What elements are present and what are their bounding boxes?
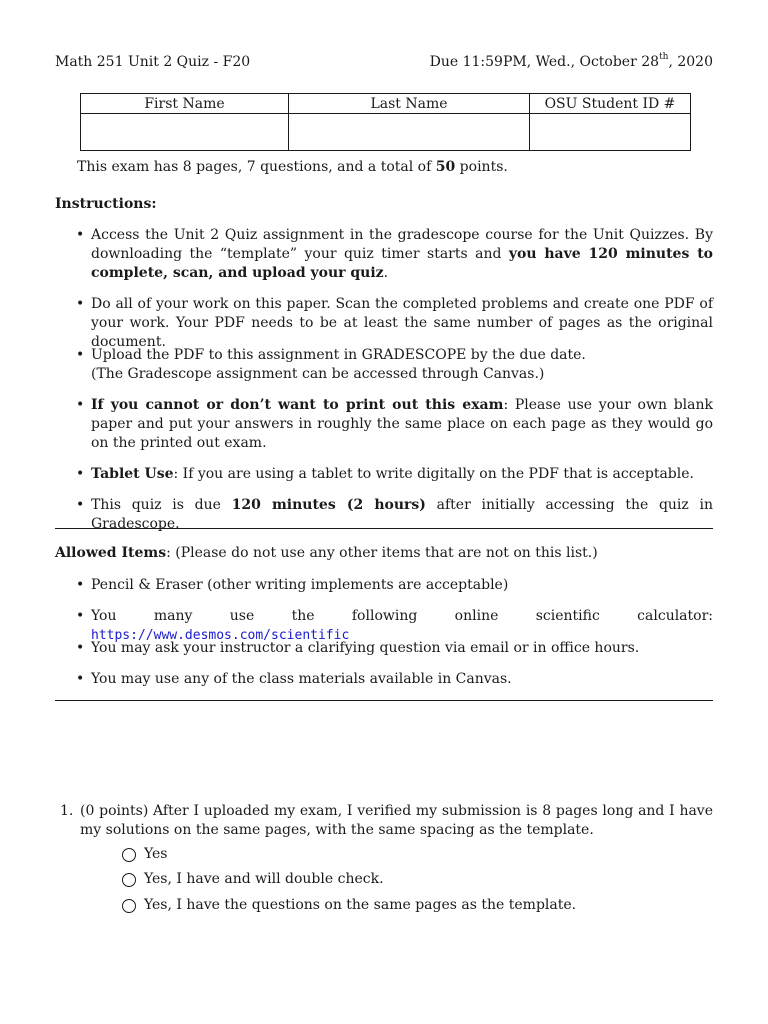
instruction-text: Upload the PDF to this assignment in GRADESCOPE by the due date. (91, 347, 586, 363)
divider (55, 528, 713, 529)
bullet-icon: • (76, 497, 85, 513)
summary-text: This exam has 8 pages, 7 questions, and a total of (77, 159, 436, 175)
instructions-heading: Instructions: (55, 196, 157, 212)
bullet-icon: • (76, 296, 85, 312)
instruction-item (76, 346, 713, 384)
due-date-year: , 2020 (668, 54, 713, 70)
option-label: Yes, I have the questions on the same pages as the template. (144, 897, 577, 913)
allowed-item-text: Pencil & Eraser (other writing implements are acceptable) (91, 577, 509, 593)
last-name-header: Last Name (289, 94, 530, 114)
allowed-items-note: : (Please do not use any other items that are not on this list.) (166, 545, 598, 561)
calculator-link[interactable]: https://www.desmos.com/scientific (91, 628, 350, 643)
instruction-bold: If you cannot or don’t want to print out this exam (91, 397, 504, 413)
bullet-icon: • (76, 608, 85, 624)
bullet-icon: • (76, 466, 85, 482)
bullet-icon: • (76, 640, 85, 656)
instruction-item (76, 226, 713, 283)
instruction-bold: you have 120 minutes to complete, scan, and upload your quiz (91, 246, 713, 281)
last-name-field[interactable] (289, 114, 530, 151)
allowed-item (76, 576, 713, 595)
allowed-item (76, 670, 713, 689)
instruction-item (76, 295, 713, 352)
instruction-item (76, 396, 713, 453)
allowed-item (76, 639, 713, 658)
student-id-header: OSU Student ID # (530, 94, 691, 114)
instruction-text: : If you are using a tablet to write digitally on the PDF that is acceptable. (173, 466, 694, 482)
due-date (430, 53, 713, 72)
due-date-superscript: th (659, 52, 669, 63)
instruction-item (76, 465, 713, 484)
question-number: 1. (60, 803, 74, 819)
question-text: (0 points) After I uploaded my exam, I verified my submission is 8 pages long and I have my solutions on the same pages, with the same spacing as the template. (80, 803, 713, 838)
first-name-header: First Name (81, 94, 289, 114)
first-name-field[interactable] (81, 114, 289, 151)
bullet-icon: • (76, 671, 85, 687)
option-double-check[interactable] (122, 870, 384, 889)
instruction-bold: 120 minutes (2 hours) (231, 497, 426, 513)
allowed-item-text: You may use any of the class materials available in Canvas. (91, 671, 512, 687)
instruction-text-end: after initially accessing the quiz in Gradescope. (91, 497, 713, 532)
instruction-text: Do all of your work on this paper. Scan the completed problems and create one PDF of your work. Your PDF needs to be at least the same number of pages as the original document. (91, 296, 713, 350)
instruction-text-note: (The Gradescope assignment can be accessed through Canvas.) (91, 366, 545, 382)
option-label: Yes, I have and will double check. (144, 871, 384, 887)
bullet-icon: • (76, 577, 85, 593)
bullet-icon: • (76, 227, 85, 243)
student-id-field[interactable] (530, 114, 691, 151)
option-same-pages[interactable] (122, 896, 576, 915)
allowed-item-text: You many use the following online scientific calculator: (91, 608, 713, 624)
instruction-text: : Please use your own blank paper and put your answers in roughly the same place on each page as they would go on the printed out exam. (91, 397, 713, 451)
allowed-item-text: You may ask your instructor a clarifying question via email or in office hours. (91, 640, 640, 656)
option-label: Yes (144, 846, 168, 862)
total-points: 50 (435, 159, 456, 175)
instruction-text: Access the Unit 2 Quiz assignment in the gradescope course for the Unit Quizzes. By downloading the “template” your quiz timer starts and (91, 227, 713, 262)
bullet-icon: • (76, 347, 85, 363)
due-date-main: Due 11:59PM, Wed., October 28 (429, 54, 660, 70)
bullet-icon: • (76, 397, 85, 413)
allowed-items-title: Allowed Items (55, 545, 167, 561)
instruction-bold: Tablet Use (91, 466, 174, 482)
instruction-text-end: . (383, 265, 389, 281)
radio-button-icon[interactable] (122, 873, 136, 887)
course-title: Math 251 Unit 2 Quiz - F20 (55, 54, 251, 70)
allowed-items-heading (55, 544, 598, 563)
radio-button-icon[interactable] (122, 848, 136, 862)
option-yes[interactable] (122, 845, 168, 864)
summary-suffix: points. (455, 159, 508, 175)
instruction-text: This quiz is due (91, 497, 232, 513)
divider (55, 700, 713, 701)
radio-button-icon[interactable] (122, 899, 136, 913)
student-info-table (80, 93, 691, 151)
exam-summary (77, 158, 508, 177)
